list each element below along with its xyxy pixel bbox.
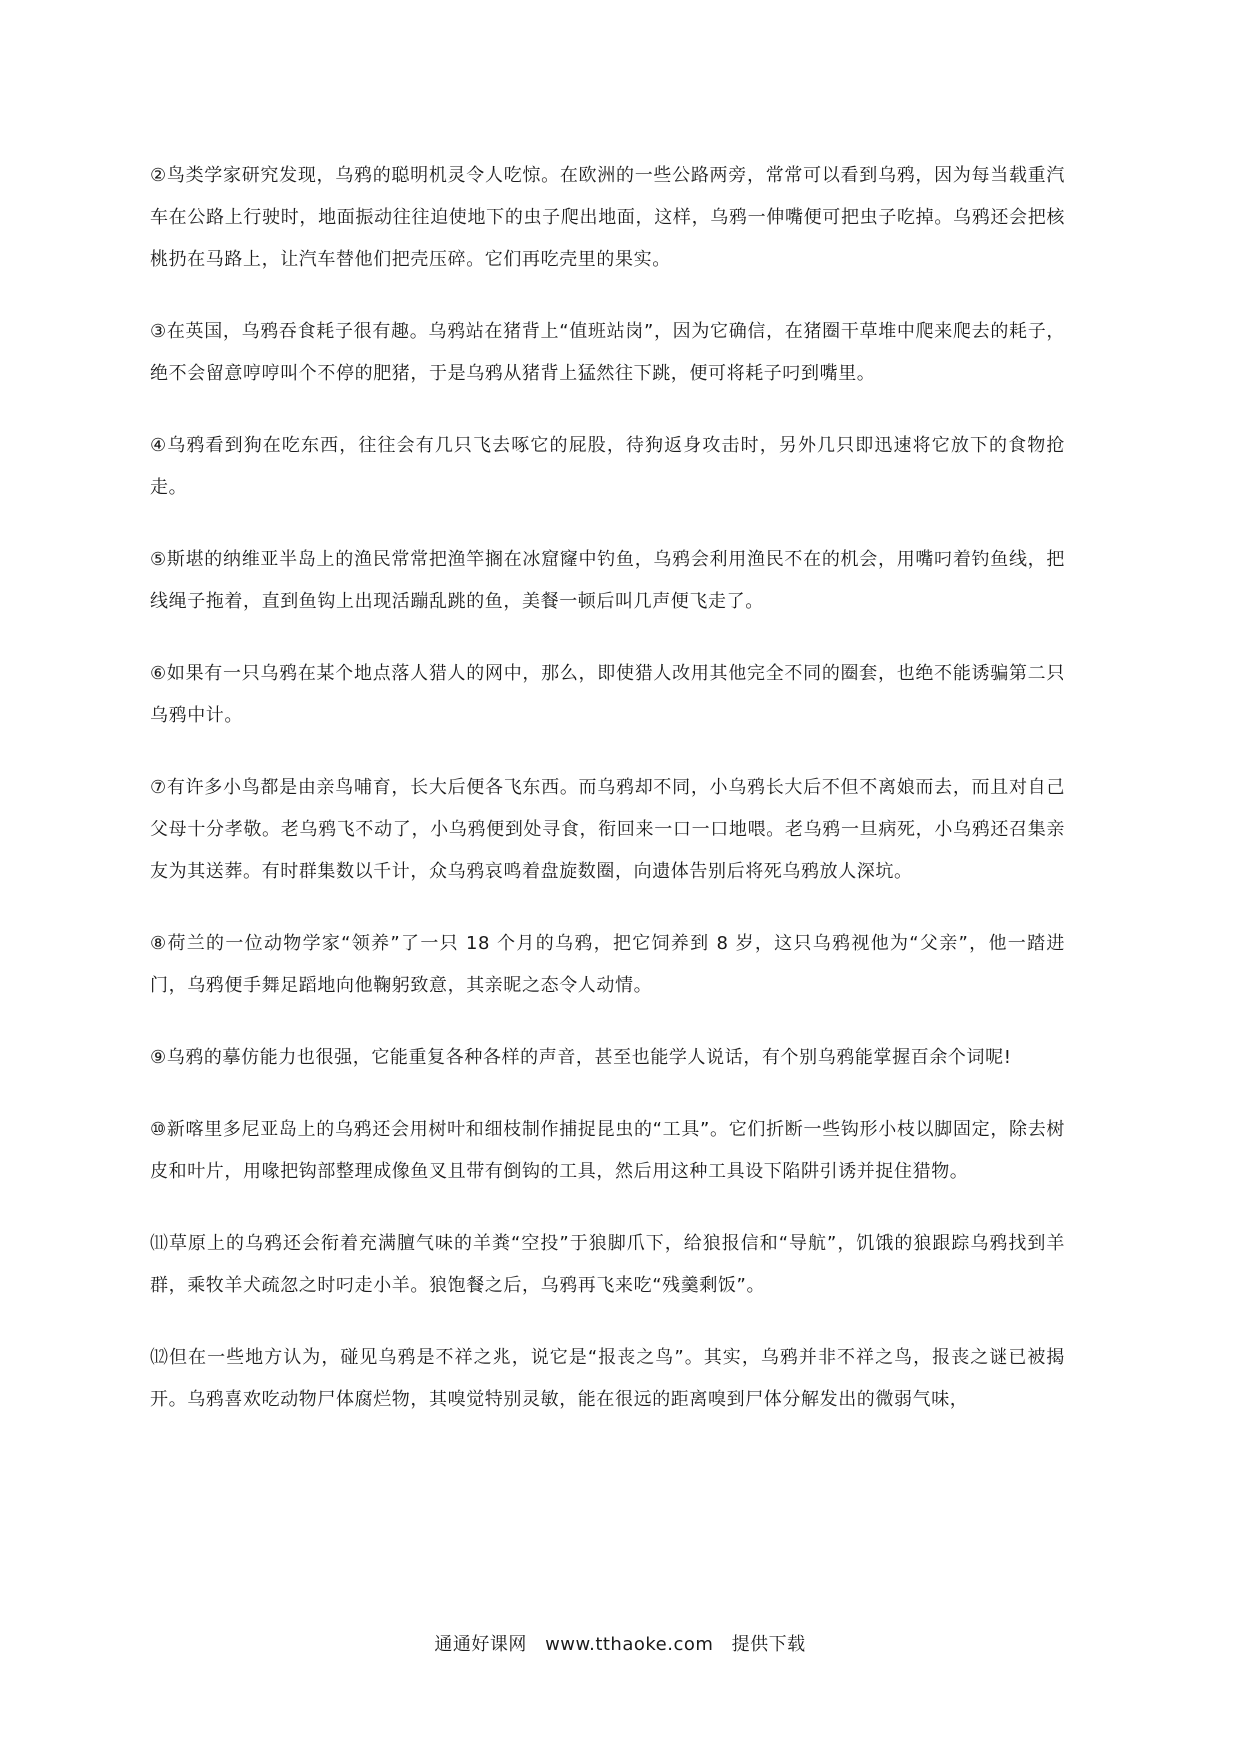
- paragraph-4: ④乌鸦看到狗在吃东西，往往会有几只飞去啄它的屁股，待狗返身攻击时，另外几只即迅速将它放下的食物抢走。: [150, 435, 1065, 498]
- paragraph-8: ⑧荷兰的一位动物学家“领养”了一只 18 个月的乌鸦，把它饲养到 8 岁，这只乌鸦视他为“父亲”，他一踏进门，乌鸦便手舞足蹈地向他鞠躬致意，其亲昵之态令人动情。: [150, 933, 1065, 996]
- page-footer: [0, 1630, 1240, 1656]
- paragraph-11: ⑾草原上的乌鸦还会衔着充满膻气味的羊粪“空投”于狼脚爪下，给狼报信和“导航”，饥饿的狼跟踪乌鸦找到羊群，乘牧羊犬疏忽之时叼走小羊。狼饱餐之后，乌鸦再飞来吃“残羹剩饭”。: [150, 1233, 1065, 1296]
- paragraph-6: ⑥如果有一只乌鸦在某个地点落人猎人的网中，那么，即使猎人改用其他完全不同的圈套，也绝不能诱骗第二只乌鸦中计。: [150, 663, 1065, 726]
- paragraph-10: ⑩新喀里多尼亚岛上的乌鸦还会用树叶和细枝制作捕捉昆虫的“工具”。它们折断一些钩形小枝以脚固定，除去树皮和叶片，用喙把钩部整理成像鱼叉且带有倒钩的工具，然后用这种工具设下陷阱引诱并捉住猎物。: [150, 1119, 1065, 1182]
- footer-site-name: 通通好课网: [434, 1634, 527, 1655]
- paragraph-12: ⑿但在一些地方认为，碰见乌鸦是不祥之兆，说它是“报丧之鸟”。其实，乌鸦并非不祥之鸟，报丧之谜已被揭开。乌鸦喜欢吃动物尸体腐烂物，其嗅觉特别灵敏，能在很远的距离嗅到尸体分解发出的微弱气味，: [150, 1347, 1065, 1410]
- paragraph-7: ⑦有许多小鸟都是由亲鸟哺育，长大后便各飞东西。而乌鸦却不同，小乌鸦长大后不但不离娘而去，而且对自己父母十分孝敬。老乌鸦飞不动了，小乌鸦便到处寻食，衔回来一口一口地喂。老乌鸦一旦病死，小乌鸦还召集亲友为其送葬。有时群集数以千计，众乌鸦哀鸣着盘旋数圈，向遗体告别后将死乌鸦放人深坑。: [150, 777, 1065, 882]
- paragraph-9: ⑨乌鸦的摹仿能力也很强，它能重复各种各样的声音，甚至也能学人说话，有个别乌鸦能掌握百余个词呢!: [150, 1047, 1012, 1068]
- paragraph-3: ③在英国，乌鸦吞食耗子很有趣。乌鸦站在猪背上“值班站岗”，因为它确信，在猪圈干草堆中爬来爬去的耗子，绝不会留意哼哼叫个不停的肥猪，于是乌鸦从猪背上猛然往下跳，便可将耗子叼到嘴里。: [150, 321, 1065, 384]
- article-body: [150, 155, 1065, 1451]
- footer-url: www.tthaoke.com: [545, 1634, 714, 1655]
- paragraph-2: ②鸟类学家研究发现，乌鸦的聪明机灵令人吃惊。在欧洲的一些公路两旁，常常可以看到乌鸦，因为每当载重汽车在公路上行驶时，地面振动往往迫使地下的虫子爬出地面，这样，乌鸦一伸嘴便可把虫子吃掉。乌鸦还会把核桃扔在马路上，让汽车替他们把壳压碎。它们再吃壳里的果实。: [150, 165, 1065, 270]
- paragraph-5: ⑤斯堪的纳维亚半岛上的渔民常常把渔竿搁在冰窟窿中钓鱼，乌鸦会利用渔民不在的机会，用嘴叼着钓鱼线，把线绳子拖着，直到鱼钩上出现活蹦乱跳的鱼，美餐一顿后叫几声便飞走了。: [150, 549, 1065, 612]
- footer-suffix: 提供下载: [731, 1634, 806, 1655]
